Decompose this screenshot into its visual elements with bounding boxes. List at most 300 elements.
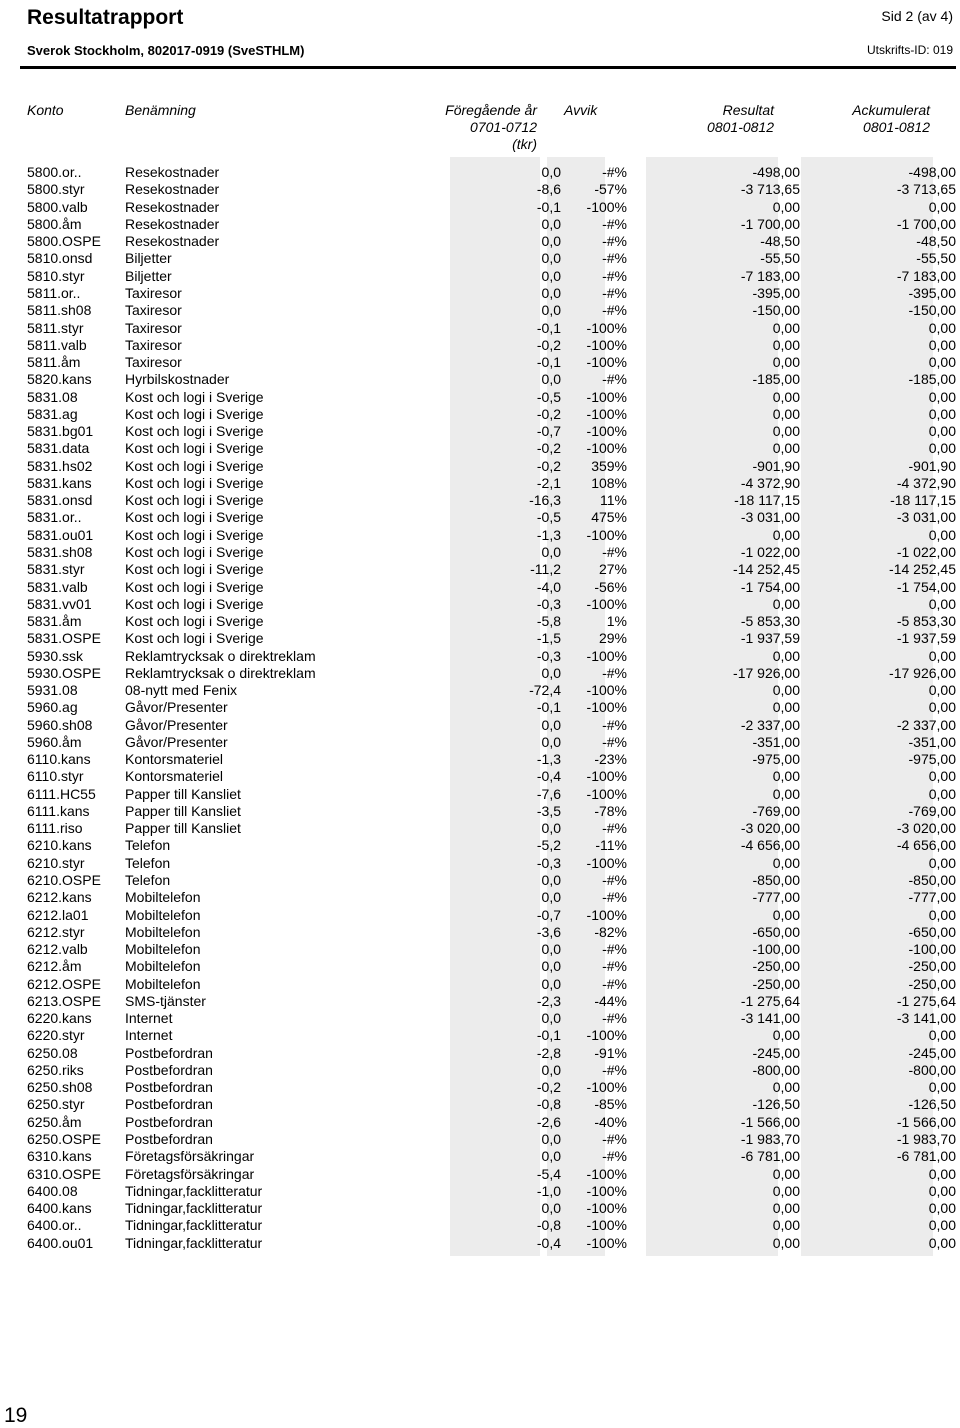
table-row xyxy=(0,682,956,699)
accumulated-cell: -100,00 xyxy=(908,941,956,958)
deviation-cell: -100% xyxy=(586,595,627,612)
previous-year-cell: 0,0 xyxy=(541,889,561,906)
accumulated-cell: 0,00 xyxy=(928,699,956,716)
result-cell: 0,00 xyxy=(772,647,800,664)
deviation-cell: 359% xyxy=(591,457,627,474)
table-row xyxy=(0,164,956,181)
previous-year-cell: -0,1 xyxy=(536,1027,561,1044)
table-row xyxy=(0,371,956,388)
table-row xyxy=(0,768,956,785)
account-cell: 5800.valb xyxy=(27,198,88,215)
description-cell: Resekostnader xyxy=(125,198,220,215)
accumulated-cell: 0,00 xyxy=(928,336,956,353)
table-row xyxy=(0,1234,956,1251)
account-cell: 5931.08 xyxy=(27,682,78,699)
accumulated-cell: -498,00 xyxy=(908,164,956,181)
result-cell: -14 252,45 xyxy=(733,561,800,578)
deviation-cell: -100% xyxy=(586,440,627,457)
account-cell: 6250.riks xyxy=(27,1061,84,1078)
previous-year-cell: 0,0 xyxy=(541,975,561,992)
table-row xyxy=(0,544,956,561)
deviation-cell: -#% xyxy=(602,941,627,958)
table-row xyxy=(0,734,956,751)
result-cell: -250,00 xyxy=(752,975,800,992)
result-cell: 0,00 xyxy=(772,440,800,457)
deviation-cell: -100% xyxy=(586,699,627,716)
previous-year-cell: -0,3 xyxy=(536,595,561,612)
deviation-cell: -100% xyxy=(586,388,627,405)
account-cell: 6400.ou01 xyxy=(27,1234,94,1251)
table-row xyxy=(0,406,956,423)
deviation-cell: -#% xyxy=(602,164,627,181)
account-cell: 6212.styr xyxy=(27,923,85,940)
accumulated-cell: -901,90 xyxy=(908,457,956,474)
accumulated-cell: 0,00 xyxy=(928,1200,956,1217)
result-cell: -185,00 xyxy=(752,371,800,388)
description-cell: Kost och logi i Sverige xyxy=(125,543,264,560)
description-cell: Resekostnader xyxy=(125,233,220,250)
table-row xyxy=(0,423,956,440)
previous-year-cell: 0,0 xyxy=(541,820,561,837)
table-row xyxy=(0,285,956,302)
previous-year-cell: -11,2 xyxy=(530,561,561,578)
account-cell: 5831.hs02 xyxy=(27,457,93,474)
account-cell: 6210.kans xyxy=(27,837,92,854)
previous-year-cell: 0,0 xyxy=(541,716,561,733)
accumulated-cell: -769,00 xyxy=(908,802,956,819)
previous-year-cell: 0,0 xyxy=(541,733,561,750)
deviation-cell: -11% xyxy=(595,837,627,854)
deviation-cell: 29% xyxy=(598,630,627,647)
table-row xyxy=(0,1045,956,1062)
previous-year-cell: -1,5 xyxy=(536,630,561,647)
result-cell: -351,00 xyxy=(752,733,800,750)
result-cell: 0,00 xyxy=(772,699,800,716)
previous-year-cell: -4,0 xyxy=(536,578,561,595)
account-cell: 6212.åm xyxy=(27,958,82,975)
description-cell: Tidningar,facklitteratur xyxy=(125,1217,263,1234)
result-cell: 0,00 xyxy=(772,336,800,353)
table-row xyxy=(0,786,956,803)
description-cell: Resekostnader xyxy=(125,164,220,181)
account-cell: 5831.valb xyxy=(27,578,88,595)
accumulated-cell: 0,00 xyxy=(928,1027,956,1044)
previous-year-cell: 0,0 xyxy=(541,215,561,232)
account-cell: 5831.onsd xyxy=(27,492,93,509)
table-row xyxy=(0,751,956,768)
previous-year-cell: -0,8 xyxy=(536,1096,561,1113)
account-cell: 5831.or.. xyxy=(27,509,82,526)
deviation-cell: -100% xyxy=(586,1234,627,1251)
account-cell: 6400.or.. xyxy=(27,1217,82,1234)
description-cell: Kost och logi i Sverige xyxy=(125,405,264,422)
table-row xyxy=(0,1200,956,1217)
accumulated-cell: -185,00 xyxy=(908,371,956,388)
account-cell: 6400.kans xyxy=(27,1200,92,1217)
result-cell: -4 372,90 xyxy=(740,474,800,491)
accumulated-cell: -250,00 xyxy=(908,958,956,975)
table-row xyxy=(0,354,956,371)
account-cell: 6111.HC55 xyxy=(27,785,96,802)
accumulated-cell: -1 937,59 xyxy=(896,630,956,647)
table-row xyxy=(0,924,956,941)
previous-year-cell: -0,1 xyxy=(536,354,561,371)
description-cell: Postbefordran xyxy=(125,1113,213,1130)
accumulated-cell: 0,00 xyxy=(928,1079,956,1096)
account-cell: 6111.riso xyxy=(27,820,83,837)
result-cell: 0,00 xyxy=(772,1217,800,1234)
account-cell: 5831.ag xyxy=(27,405,78,422)
description-cell: Postbefordran xyxy=(125,1096,213,1113)
account-cell: 5810.styr xyxy=(27,267,85,284)
table-row xyxy=(0,216,956,233)
accumulated-cell: 0,00 xyxy=(928,906,956,923)
accumulated-cell: -4 656,00 xyxy=(896,837,956,854)
account-cell: 5960.åm xyxy=(27,733,82,750)
description-cell: Postbefordran xyxy=(125,1061,213,1078)
deviation-cell: -100% xyxy=(586,854,627,871)
description-cell: Mobiltelefon xyxy=(125,889,201,906)
previous-year-cell: -0,4 xyxy=(536,768,561,785)
result-cell: -6 781,00 xyxy=(740,1148,800,1165)
table-row xyxy=(0,1114,956,1131)
account-cell: 6250.åm xyxy=(27,1113,82,1130)
table-row xyxy=(0,803,956,820)
account-cell: 5811.valb xyxy=(27,336,87,353)
description-cell: Resekostnader xyxy=(125,181,220,198)
table-row xyxy=(0,319,956,336)
header-ackumulerat-label: Ackumulerat xyxy=(852,102,930,118)
result-cell: 0,00 xyxy=(772,405,800,422)
account-cell: 6210.OSPE xyxy=(27,872,101,889)
previous-year-cell: -0,1 xyxy=(536,198,561,215)
accumulated-cell: -1 983,70 xyxy=(896,1131,956,1147)
table-row xyxy=(0,717,956,734)
accumulated-cell: -1 754,00 xyxy=(896,578,956,595)
table-row xyxy=(0,199,956,216)
deviation-cell: -100% xyxy=(586,198,627,215)
account-cell: 5960.sh08 xyxy=(27,716,93,733)
result-cell: 0,00 xyxy=(772,682,800,699)
account-cell: 5820.kans xyxy=(27,371,92,388)
result-cell: -4 656,00 xyxy=(740,837,800,854)
table-row xyxy=(0,1148,956,1165)
previous-year-cell: -0,2 xyxy=(536,336,561,353)
deviation-cell: -100% xyxy=(586,682,627,699)
deviation-cell: -#% xyxy=(602,975,627,992)
description-cell: Kost och logi i Sverige xyxy=(125,423,264,440)
result-cell: 0,00 xyxy=(772,1027,800,1044)
table-row xyxy=(0,1027,956,1044)
header-foregaende-unit: (tkr) xyxy=(512,136,537,152)
description-cell: Mobiltelefon xyxy=(125,906,201,923)
description-cell: Kost och logi i Sverige xyxy=(125,578,264,595)
result-cell: -17 926,00 xyxy=(733,664,800,681)
table-row xyxy=(0,1183,956,1200)
organization-name: Sverok Stockholm, 802017-0919 (SveSTHLM) xyxy=(27,43,305,58)
account-cell: 5800.styr xyxy=(27,181,85,198)
result-cell: -3 713,65 xyxy=(740,181,800,198)
previous-year-cell: 0,0 xyxy=(541,302,561,319)
description-cell: Företagsförsäkringar xyxy=(125,1148,255,1165)
previous-year-cell: -0,5 xyxy=(536,388,561,405)
page-indicator: Sid 2 (av 4) xyxy=(881,8,953,24)
accumulated-cell: 0,00 xyxy=(928,198,956,215)
deviation-cell: -100% xyxy=(586,1165,627,1182)
result-cell: -395,00 xyxy=(752,284,800,301)
accumulated-cell: 0,00 xyxy=(928,854,956,871)
previous-year-cell: 0,0 xyxy=(541,958,561,975)
accumulated-cell: 0,00 xyxy=(928,785,956,802)
deviation-cell: -57% xyxy=(594,181,627,198)
table-row xyxy=(0,458,956,475)
account-cell: 6213.OSPE xyxy=(27,992,101,1009)
description-cell: Mobiltelefon xyxy=(125,941,201,958)
result-cell: -245,00 xyxy=(752,1044,800,1061)
description-cell: Postbefordran xyxy=(125,1131,213,1147)
table-row xyxy=(0,820,956,837)
accumulated-cell: -2 337,00 xyxy=(896,716,956,733)
account-cell: 5831.vv01 xyxy=(27,595,92,612)
previous-year-cell: -3,5 xyxy=(536,802,561,819)
accumulated-cell: 0,00 xyxy=(928,405,956,422)
accumulated-cell: -18 117,15 xyxy=(890,492,956,509)
table-row xyxy=(0,233,956,250)
deviation-cell: -56% xyxy=(594,578,627,595)
description-cell: Internet xyxy=(125,1010,173,1027)
accumulated-cell: 0,00 xyxy=(928,354,956,371)
description-cell: Tidningar,facklitteratur xyxy=(125,1182,263,1199)
account-cell: 6212.kans xyxy=(27,889,92,906)
description-cell: Tidningar,facklitteratur xyxy=(125,1234,263,1251)
description-cell: 08-nytt med Fenix xyxy=(125,682,238,699)
deviation-cell: -23% xyxy=(594,751,627,768)
deviation-cell: -#% xyxy=(602,889,627,906)
result-cell: -498,00 xyxy=(752,164,800,181)
result-cell: -48,50 xyxy=(760,233,800,250)
previous-year-cell: -0,2 xyxy=(536,457,561,474)
account-cell: 5960.ag xyxy=(27,699,78,716)
deviation-cell: -85% xyxy=(594,1096,627,1113)
result-cell: -1 983,70 xyxy=(740,1131,800,1147)
table-row xyxy=(0,475,956,492)
deviation-cell: 11% xyxy=(600,492,627,509)
deviation-cell: -#% xyxy=(602,716,627,733)
account-cell: 6111.kans xyxy=(27,802,90,819)
accumulated-cell: -777,00 xyxy=(908,889,956,906)
previous-year-cell: -0,5 xyxy=(536,509,561,526)
description-cell: Postbefordran xyxy=(125,1044,213,1061)
accumulated-cell: -126,50 xyxy=(908,1096,956,1113)
table-row xyxy=(0,388,956,405)
accumulated-cell: 0,00 xyxy=(928,1234,956,1251)
deviation-cell: -100% xyxy=(586,647,627,664)
result-cell: 0,00 xyxy=(772,785,800,802)
deviation-cell: -#% xyxy=(602,267,627,284)
previous-year-cell: -0,4 xyxy=(536,1234,561,1251)
description-cell: SMS-tjänster xyxy=(125,992,206,1009)
result-table-body xyxy=(0,164,956,1252)
accumulated-cell: -3 713,65 xyxy=(896,181,956,198)
accumulated-cell: 0,00 xyxy=(928,1182,956,1199)
result-cell: 0,00 xyxy=(772,1200,800,1217)
table-row xyxy=(0,1217,956,1234)
account-cell: 5811.sh08 xyxy=(27,302,92,319)
accumulated-cell: -3 020,00 xyxy=(896,820,956,837)
result-cell: -5 853,30 xyxy=(740,613,800,630)
previous-year-cell: -2,6 xyxy=(536,1113,561,1130)
table-row xyxy=(0,993,956,1010)
table-row xyxy=(0,1062,956,1079)
previous-year-cell: 0,0 xyxy=(541,371,561,388)
deviation-cell: -#% xyxy=(602,371,627,388)
deviation-cell: -91% xyxy=(594,1044,627,1061)
account-cell: 6110.styr xyxy=(27,768,84,785)
previous-year-cell: -5,4 xyxy=(536,1165,561,1182)
result-cell: 0,00 xyxy=(772,854,800,871)
deviation-cell: -#% xyxy=(602,1148,627,1165)
result-cell: -777,00 xyxy=(752,889,800,906)
accumulated-cell: -5 853,30 xyxy=(896,613,956,630)
deviation-cell: -#% xyxy=(602,543,627,560)
previous-year-cell: -1,3 xyxy=(536,751,561,768)
account-cell: 6310.OSPE xyxy=(27,1165,101,1182)
header-resultat-label: Resultat xyxy=(722,102,774,118)
header-benamning: Benämning xyxy=(125,102,196,118)
description-cell: Kontorsmateriel xyxy=(125,751,224,768)
description-cell: Gåvor/Presenter xyxy=(125,733,228,750)
account-cell: 5831.ou01 xyxy=(27,526,94,543)
account-cell: 6220.kans xyxy=(27,1010,92,1027)
accumulated-cell: 0,00 xyxy=(928,768,956,785)
previous-year-cell: -7,6 xyxy=(536,785,561,802)
previous-year-cell: -5,8 xyxy=(536,613,561,630)
description-cell: Kost och logi i Sverige xyxy=(125,457,264,474)
table-row xyxy=(0,1131,956,1148)
description-cell: Kost och logi i Sverige xyxy=(125,388,264,405)
table-row xyxy=(0,578,956,595)
description-cell: Papper till Kansliet xyxy=(125,820,241,837)
accumulated-cell: -55,50 xyxy=(916,250,956,267)
table-row xyxy=(0,302,956,319)
description-cell: Kost och logi i Sverige xyxy=(125,595,264,612)
accumulated-cell: 0,00 xyxy=(928,319,956,336)
accumulated-cell: -395,00 xyxy=(908,284,956,301)
description-cell: Telefon xyxy=(125,854,171,871)
description-cell: Postbefordran xyxy=(125,1079,213,1096)
previous-year-cell: -0,3 xyxy=(536,647,561,664)
deviation-cell: -100% xyxy=(586,1079,627,1096)
deviation-cell: -40% xyxy=(594,1113,627,1130)
deviation-cell: -#% xyxy=(602,1131,627,1147)
previous-year-cell: -1,0 xyxy=(536,1182,561,1199)
accumulated-cell: -17 926,00 xyxy=(889,664,956,681)
result-cell: 0,00 xyxy=(772,1165,800,1182)
accumulated-cell: -245,00 xyxy=(908,1044,956,1061)
result-cell: -800,00 xyxy=(752,1061,800,1078)
previous-year-cell: 0,0 xyxy=(541,1061,561,1078)
previous-year-cell: -5,2 xyxy=(536,837,561,854)
account-cell: 5930.ssk xyxy=(27,647,84,664)
result-cell: 0,00 xyxy=(772,1182,800,1199)
accumulated-cell: -150,00 xyxy=(908,302,956,319)
account-cell: 6250.08 xyxy=(27,1044,78,1061)
account-cell: 6212.OSPE xyxy=(27,975,101,992)
accumulated-cell: 0,00 xyxy=(928,647,956,664)
description-cell: Telefon xyxy=(125,837,171,854)
description-cell: Kost och logi i Sverige xyxy=(125,509,264,526)
result-cell: -55,50 xyxy=(760,250,800,267)
previous-year-cell: -16,3 xyxy=(529,492,561,509)
table-row xyxy=(0,250,956,267)
deviation-cell: -#% xyxy=(602,233,627,250)
accumulated-cell: -1 275,64 xyxy=(896,992,956,1009)
header-ackumulerat-period: 0801-0812 xyxy=(863,119,930,135)
deviation-cell: -#% xyxy=(602,1010,627,1027)
description-cell: Kontorsmateriel xyxy=(125,768,224,785)
result-cell: -1 275,64 xyxy=(740,992,800,1009)
deviation-cell: -#% xyxy=(602,302,627,319)
account-cell: 6110.kans xyxy=(27,751,91,768)
table-row xyxy=(0,958,956,975)
result-cell: -250,00 xyxy=(752,958,800,975)
accumulated-cell: -250,00 xyxy=(908,975,956,992)
deviation-cell: -100% xyxy=(586,354,627,371)
deviation-cell: -100% xyxy=(586,768,627,785)
deviation-cell: -100% xyxy=(586,1200,627,1217)
header-foregaende xyxy=(400,102,537,153)
deviation-cell: -#% xyxy=(602,958,627,975)
account-cell: 5800.åm xyxy=(27,215,82,232)
account-cell: 5831.OSPE xyxy=(27,630,101,647)
result-cell: -3 020,00 xyxy=(740,820,800,837)
deviation-cell: -100% xyxy=(586,319,627,336)
previous-year-cell: -0,1 xyxy=(536,699,561,716)
table-row xyxy=(0,492,956,509)
description-cell: Resekostnader xyxy=(125,215,220,232)
deviation-cell: -100% xyxy=(586,526,627,543)
result-cell: -769,00 xyxy=(752,802,800,819)
accumulated-cell: -7 183,00 xyxy=(896,267,956,284)
accumulated-cell: -850,00 xyxy=(908,872,956,889)
deviation-cell: -100% xyxy=(586,423,627,440)
result-cell: -2 337,00 xyxy=(740,716,800,733)
result-cell: -850,00 xyxy=(752,872,800,889)
accumulated-cell: 0,00 xyxy=(928,595,956,612)
previous-year-cell: -0,2 xyxy=(536,440,561,457)
deviation-cell: 475% xyxy=(591,509,627,526)
deviation-cell: -44% xyxy=(594,992,627,1009)
previous-year-cell: -0,1 xyxy=(536,319,561,336)
account-cell: 5831.bg01 xyxy=(27,423,94,440)
deviation-cell: 1% xyxy=(606,613,627,630)
accumulated-cell: 0,00 xyxy=(928,1217,956,1234)
result-cell: -100,00 xyxy=(752,941,800,958)
account-cell: 6212.la01 xyxy=(27,906,89,923)
description-cell: Tidningar,facklitteratur xyxy=(125,1200,263,1217)
accumulated-cell: 0,00 xyxy=(928,682,956,699)
result-cell: -126,50 xyxy=(752,1096,800,1113)
previous-year-cell: -0,2 xyxy=(536,405,561,422)
report-title: Resultatrapport xyxy=(27,6,184,29)
previous-year-cell: 0,0 xyxy=(541,1010,561,1027)
table-row xyxy=(0,699,956,716)
account-cell: 5831.åm xyxy=(27,613,82,630)
result-cell: 0,00 xyxy=(772,354,800,371)
accumulated-cell: -1 566,00 xyxy=(896,1113,956,1130)
result-cell: -901,90 xyxy=(752,457,800,474)
table-row xyxy=(0,889,956,906)
